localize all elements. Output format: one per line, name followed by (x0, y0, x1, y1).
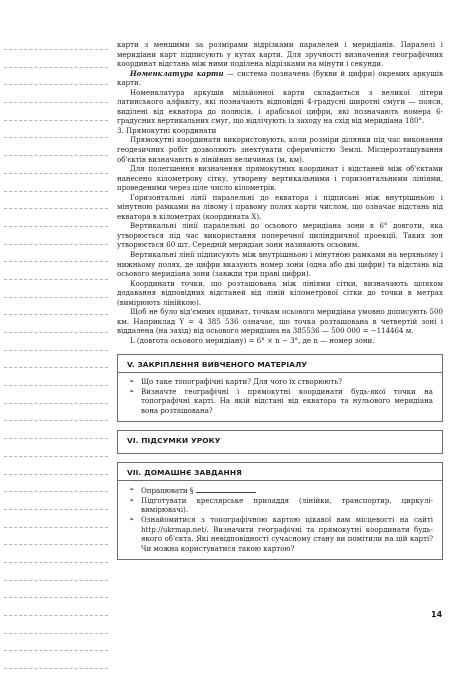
homework-item: ➢ Опрацювати § (127, 485, 433, 496)
note-line (4, 367, 108, 369)
note-line (4, 527, 108, 529)
paragraph-negative-ordinates: Щоб не було від'ємних ординат, точкам осьового меридіана умовно дописують 500 км. Наприклад Y = 4 385 536 означає, що точка розташована в четвертій зоні і віддалена (на захід) від осьового меридіана на 385536 — 500 000 = −114464 м. (117, 307, 443, 336)
lesson-text (117, 40, 443, 560)
paragraph-grid-lines: карти з меншими за розмірами відрізками паралелей і меридіанів. Паралелі і меридіани карт підписують у кутах карти. Для зручності визначення географічних координат відстань між ними поділена відрізками на мінути і секунди. (117, 40, 443, 69)
bullet-arrow-icon: ➢ (129, 386, 135, 395)
note-line (4, 244, 108, 246)
note-line (4, 597, 108, 599)
note-line (4, 279, 108, 281)
note-line (4, 580, 108, 582)
note-line (4, 137, 108, 139)
note-line (4, 562, 108, 564)
bullet-arrow-icon: ➢ (129, 514, 135, 523)
paragraph-rect-intro: Прямокутні координати використовують, коли розміри ділянки під час виконання геодезичних робіт дозволяють знехтувати сферичністю Землі. Місцерозташування об'єктів визначають в лінійних величинах (м, км). (117, 135, 443, 164)
note-line (4, 650, 108, 652)
note-line (4, 668, 108, 670)
note-line (4, 456, 108, 458)
note-line (4, 509, 108, 511)
notes-column (4, 49, 108, 686)
note-line (4, 208, 108, 210)
note-line (4, 120, 108, 122)
homework-item: ➢ Підготувати креслярське приладдя (лінійки, транспортир, циркулі-вимірювачі). (129, 495, 433, 515)
note-line (4, 67, 108, 69)
note-line (4, 403, 108, 405)
paragraph-nomenclature-million: Номенклатура аркушів мільйонної карти складається з великої літери латинського алфавіту, які позначають відповідні 4-градусні широтні смуги — пояси, виділені від екватора до полюсів, і арабської цифри, які позначають номера 6-градусних вертикальних смуг, що відлічують із заходу на схід від меридіана 180°. (117, 87, 443, 126)
section-heading: VI. ПІДСУМКИ УРОКУ (127, 436, 221, 446)
note-line (4, 191, 108, 193)
paragraph-km-grid: Для полегшення визначення прямокутних координат і відстаней між об'єктами нанесено кілометрову сітку, утворену вертикальними і горизонтальними лініями, проведеними через ціле число кілометрів. (117, 164, 443, 193)
paragraph-vertical-lines: Вертикальні лінії паралельні до осьового меридіана зони в 6° довготи, яка утворюється під час використання поперечної циліндричної проекції. Таких зон утворюється 60 шт. Середній меридіан зони називають осьовим. (117, 221, 443, 250)
note-line (4, 102, 108, 104)
page-number: 14 (431, 610, 443, 619)
paragraph-horizontal-lines: Горизонтальні лінії паралельні до екватора і підписані між внутрішньою і мінутною рамками на лівому і правому полях карти числом, що означає відстань від екватора в кілометрах (координата X). (117, 192, 443, 221)
bullet-arrow-icon: ➢ (129, 485, 135, 494)
note-line (4, 633, 108, 635)
nomenclature-def-text: — система позначень (букви й цифри) окремих аркушів карти. (117, 68, 443, 88)
term-nomenclature: Номенклатура карти (130, 68, 224, 78)
note-line (4, 332, 108, 334)
section-consolidation (117, 354, 443, 423)
section-heading: V. ЗАКРІПЛЕННЯ ВИВЧЕНОГО МАТЕРІАЛУ (118, 360, 442, 374)
note-line (4, 350, 108, 352)
fill-in-blank[interactable] (196, 485, 256, 493)
section-heading: VII. ДОМАШНЄ ЗАВДАННЯ (118, 468, 442, 482)
heading-rectangular-coordinates: 3. Прямокутні координати (117, 125, 217, 135)
note-line (4, 544, 108, 546)
note-line (4, 474, 108, 476)
section-summary (117, 430, 443, 454)
note-line (4, 385, 108, 387)
note-line (4, 314, 108, 316)
bullet-arrow-icon: ➢ (129, 495, 135, 504)
bullet-arrow-icon: ➢ (129, 377, 135, 386)
note-line (4, 491, 108, 493)
note-line (4, 155, 108, 157)
note-line (4, 49, 108, 51)
formula-axial-meridian: L (довгота осьового меридіану) = 6° × n − 3°, де n — номер зони. (130, 335, 375, 345)
question-item: ➢ Визначте географічні і прямокутні координати будь-якої точки на топографічні карті. На якій відстані від екватора та нульового меридіана вона розташована? (129, 386, 433, 415)
paragraph-nomenclature-def (117, 69, 443, 88)
note-line (4, 261, 108, 263)
note-line (4, 226, 108, 228)
note-line (4, 297, 108, 299)
section-homework (117, 462, 443, 560)
note-line (4, 173, 108, 175)
note-line (4, 438, 108, 440)
question-item: ➢ Що таке топографічні карти? Для чого їх створюють? (129, 377, 343, 387)
note-line (4, 84, 108, 86)
note-line (4, 420, 108, 422)
paragraph-point-coords: Координати точки, що розташована між лініями сітки, визначають шляхом додавання відповідних відстаней від ліній кілометрової сітки до точки в метрах (вимірюють лінійкою). (117, 278, 443, 307)
paragraph-vertical-labels: Вертикальні лінії підписують між внутрішньою і мінутною рамками на верхньому і нижньому полях, де цифри вказують номер зони (одна або дві цифри) та відстань від осьового меридіана зони (завжди три праві цифри). (117, 250, 443, 279)
note-line (4, 615, 108, 617)
homework-item: ➢ Ознайомитися з топографічною картою цікавої вам місцевості на сайті http://ukrmap.net/. Визначити географічні та прямокутні координати будь-якого об'єкта. Які невідповідності сучасному стану ви помітили на цій карті? Чи можна користуватися такою картою? (129, 514, 433, 553)
